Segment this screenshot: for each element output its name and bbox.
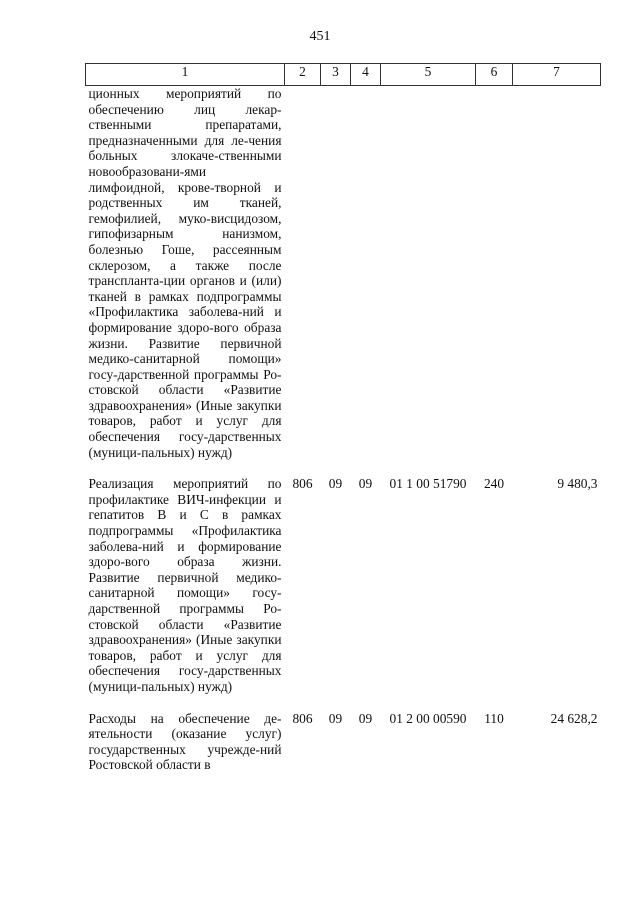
ministry-code: 806 bbox=[292, 710, 313, 726]
header-cell: 2 bbox=[285, 64, 321, 86]
table-header-row bbox=[86, 64, 601, 86]
target-article-code: 01 1 00 51790 bbox=[389, 476, 467, 492]
expense-type-code bbox=[476, 86, 513, 477]
header-cell: 6 bbox=[476, 64, 513, 86]
amount: 9 480,3 bbox=[557, 476, 598, 492]
target-article-code bbox=[381, 86, 476, 477]
expense-type-code: 110 bbox=[484, 710, 504, 726]
section-code: 09 bbox=[328, 476, 343, 492]
table-row bbox=[86, 476, 601, 710]
row-description: Расходы на обеспечение де-ятельности (оказание услуг) государственных учрежде-ний Ростовской области в bbox=[88, 710, 282, 773]
header-cell: 3 bbox=[321, 64, 351, 86]
header-cell: 7 bbox=[513, 64, 601, 86]
table-row bbox=[86, 86, 601, 477]
amount bbox=[513, 86, 601, 477]
header-cell: 1 bbox=[86, 64, 285, 86]
page-number: 451 bbox=[309, 29, 331, 44]
expense-type-code: 240 bbox=[483, 476, 505, 492]
section-code: 09 bbox=[328, 710, 343, 726]
budget-table bbox=[85, 63, 601, 773]
subsection-code: 09 bbox=[358, 710, 373, 726]
amount: 24 628,2 bbox=[550, 710, 598, 726]
subsection-code: 09 bbox=[358, 476, 373, 492]
header-cell: 5 bbox=[381, 64, 476, 86]
section-code bbox=[321, 86, 351, 477]
table-row bbox=[86, 711, 601, 773]
ministry-code bbox=[285, 86, 321, 477]
row-description: Реализация мероприятий по профилактике ВИЧ-инфекции и гепатитов В и С в рамках подпрограммы «Профилактика заболева-ний и формирование здоро-вого образа жизни. Развитие первичной медико-санитарной помощи» госу-дарственной программы Ро-стовской области «Развитие здравоохранения» (Иные закупки товаров, работ и услуг для обеспечения госу-дарственных (муници-пальных) нужд) bbox=[88, 476, 282, 694]
target-article-code: 01 2 00 00590 bbox=[389, 710, 467, 726]
header-cell: 4 bbox=[351, 64, 381, 86]
row-description: ционных мероприятий по обеспечению лиц лекар-ственными препаратами, предназначенными для ле-чения больных злокаче-ственными новообразовани-ями лимфоидной, крове-творной и родственных им тканей, гемофилией, муко-висцидозом, гипофизарным нанизмом, болезнью Гоше, рассеянным склерозом, а также после транспланта-ции органов и (или) тканей в рамках подпрограммы «Профилактика заболева-ний и формирование здоро-вого образа жизни. Развитие первичной медико-санитарной помощи» госу-дарственной программы Ро-стовской области «Развитие здравоохранения» (Иные закупки товаров, работ и услуг для обеспечения госу-дарственных (муници-пальных) нужд) bbox=[88, 86, 282, 460]
subsection-code bbox=[351, 86, 381, 477]
ministry-code: 806 bbox=[292, 476, 313, 492]
